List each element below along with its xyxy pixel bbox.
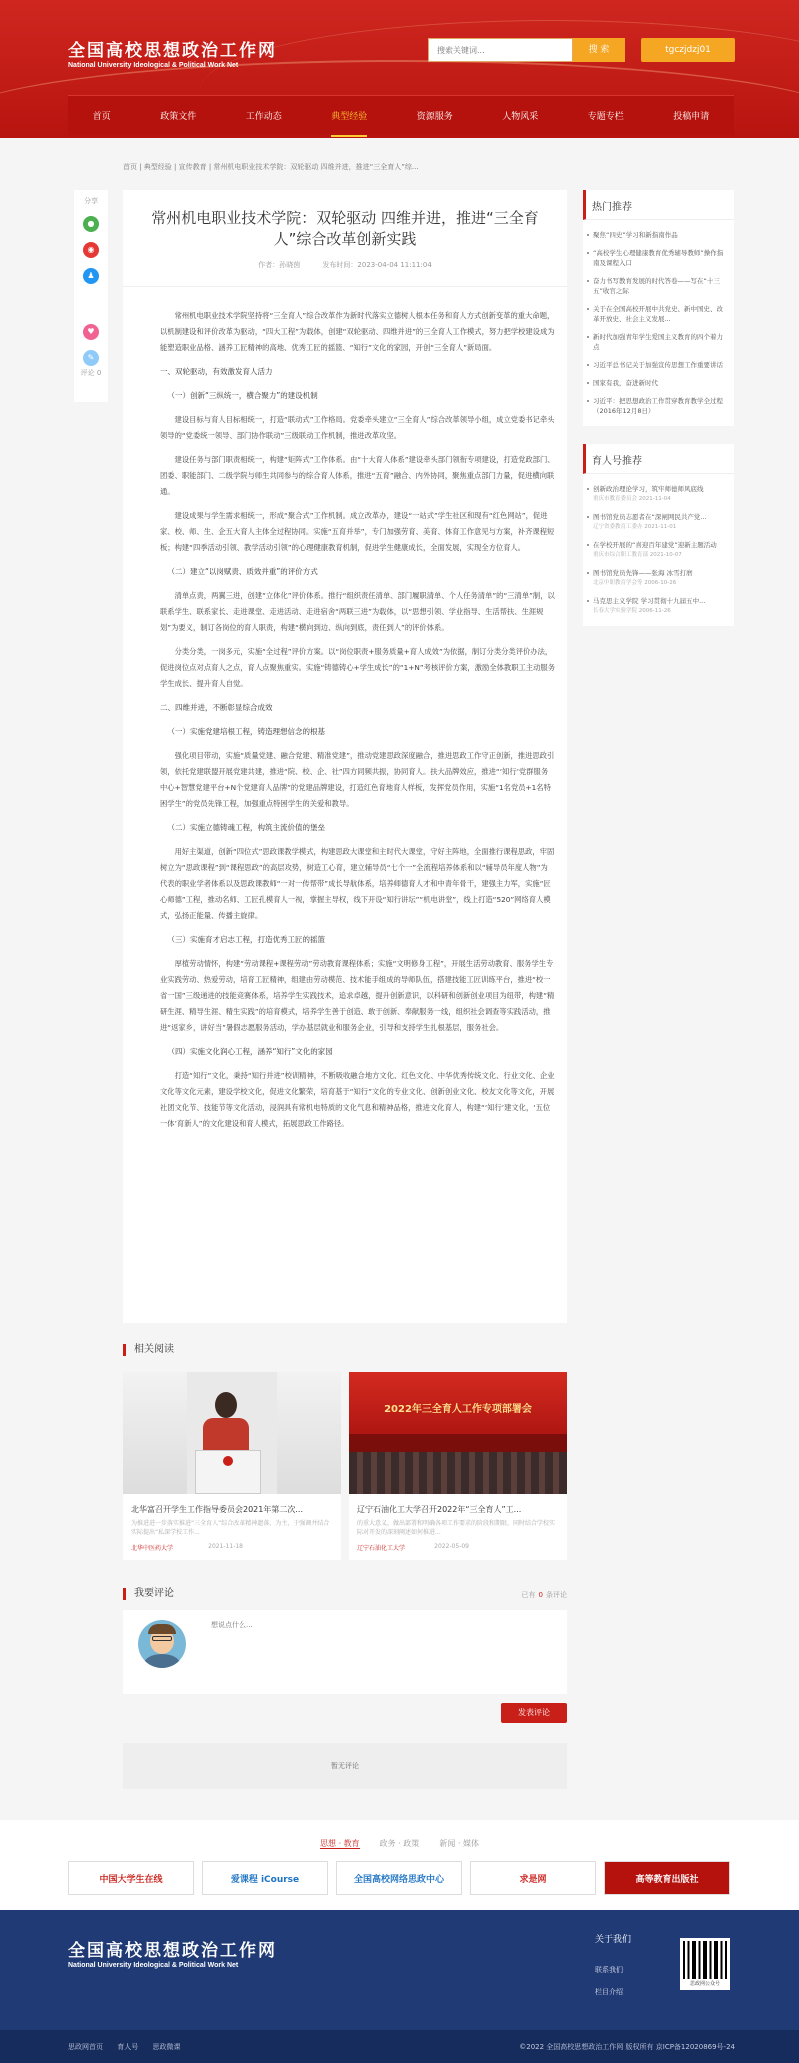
related-card-title: 北华富召开学生工作指导委员会2021年第二次... [131, 1505, 303, 1514]
hot-item[interactable]: 习近平总书记关于加强宣传思想工作重要讲话 [593, 356, 726, 374]
comment-icon[interactable]: ✎ [83, 350, 99, 366]
article-paragraph: 建设任务与部门职责相统一，构建“矩阵式”工作体系。由“十大育人体系”建设牵头部门领衔专项建设，打造党政部门、团委、职能部门、二级学院与师生共同参与的综合育人体系，推进“五育”融合、内外协同，聚焦重点部门力量，促进横向联通。 [160, 455, 555, 496]
sidebar [583, 190, 734, 644]
footer-name-cn: 全国高校思想政治工作网 [68, 1941, 277, 1961]
hot-item[interactable]: 习近平：把思想政治工作贯穿教育教学全过程（2016年12月8日） [593, 392, 726, 420]
nav-item[interactable]: 典型经验 [331, 105, 367, 126]
article-heading: （一）创新“三纵统一，横合聚力”的建设机制 [167, 391, 318, 400]
related-card[interactable] [349, 1372, 567, 1560]
partner-logo[interactable]: 高等教育出版社 [604, 1861, 730, 1895]
search-input[interactable] [429, 39, 572, 61]
recommend-title: 图书馆党员志愿者在“深闸网民共产党... [593, 513, 707, 521]
nav-item[interactable]: 专题专栏 [587, 112, 624, 122]
related-card-desc: 的重大意义，做出部署和明确各项工作要求的阶段和期限，同时结合学校实际对开发的深刻阐述如何推进... [357, 1520, 556, 1536]
qr-code [680, 1938, 730, 1990]
search-button[interactable]: 搜 索 [573, 38, 625, 62]
nav-item[interactable]: 工作动态 [245, 112, 282, 122]
recommend-title: 马克思主义学院 学习贯彻十九届五中... [593, 597, 706, 605]
article-paragraph: 常州机电职业技术学院坚持将“三全育人”综合改革作为新时代落实立德树人根本任务和育人方式创新变革的重大命题，以机制建设和评价改革为驱动，“四大工程”为载体，创建“双轮驱动、四维并进”的三全育人工作模式，努力把学校建设成为能塑造职业品格、涵养工匠精神的高地、优秀工匠的摇篮、“知行”文化的家园，开创“三全育人”新局面。 [160, 311, 555, 352]
link-tab[interactable]: 新闻 · 媒体 [439, 1839, 479, 1848]
user-account-button[interactable]: tgczjdzj01 [641, 38, 735, 62]
bottom-link-channel[interactable]: 育人号 [117, 2043, 139, 2051]
main-nav [68, 95, 734, 135]
qr-label: 思政网公众号 [689, 1981, 720, 1987]
recommend-item[interactable] [593, 536, 726, 564]
site-header [0, 0, 799, 138]
channel-recommend-box [583, 444, 734, 626]
hot-item[interactable]: “高校学生心理健康教育优秀辅导教师”操作指南及课程入口 [593, 244, 726, 272]
search-box [428, 38, 573, 62]
nav-item[interactable]: 首页 [92, 112, 111, 122]
hot-item[interactable]: 关于在全国高校开展中共党史、新中国史、改革开放史、社会主义发展... [593, 300, 726, 328]
article-panel [123, 190, 567, 1323]
article-paragraph: 厚植劳动情怀，构建“劳动课程+课程劳动”劳动教育课程体系；实施“文明修身工程”，开展生活劳动教育、服务学生专业实践劳动、热爱劳动，培育工匠精神，组建由劳动模范、技术能手组成的导师队伍，搭建技能工匠训练平台，推进“校一省一国”三级递进的技能竞赛体系，培养学生实践技术，追求卓越，提升创新意识，以科研和创新创业项目为纽带，构建“精研生涯、精导生涯、精生实践”的培育模式，培养学生善于创造、敢于创新、奉献服务一线，组织社会调查等实践活动，推进“返家乡，讲好当”暑假志愿服务活动，学办基层就业和服务企业，引导和支持学生扎根基层，服务社会。 [160, 959, 555, 1032]
hot-recommend-box [583, 190, 734, 426]
recommend-item[interactable] [593, 508, 726, 536]
weibo-icon[interactable]: ◉ [83, 242, 99, 258]
related-card-date: 2022-05-09 [434, 1543, 469, 1550]
contact-link[interactable]: 联系我们 [595, 1966, 623, 1974]
partner-logo[interactable]: 求是网 [470, 1861, 596, 1895]
hot-item[interactable]: 新时代加强青年学生爱国主义教育的四个着力点 [593, 328, 726, 356]
link-tab[interactable]: 思想 · 教育 [320, 1839, 360, 1848]
recommend-title: 创新政治理论学习，筑牢师德师风底线 [593, 485, 704, 493]
comment-stats: 已有 0 条评论 [521, 1591, 567, 1599]
link-tab[interactable]: 政务 · 政策 [379, 1839, 420, 1848]
bottom-bar [0, 2030, 799, 2063]
recommend-item[interactable] [593, 564, 726, 592]
about-us [595, 1932, 631, 1997]
article-heading: （二）建立“以岗赋责、质效并重”的评价方式 [167, 567, 318, 576]
user-avatar [138, 1620, 186, 1668]
copyright: ©2022 全国高校思想政治工作网 版权所有 京ICP备12020869号-24 [519, 2043, 735, 2051]
meeting-banner-text: 2022年三全育人工作专项部署会 [384, 1404, 532, 1415]
comment-box [123, 1610, 567, 1694]
related-card-desc: 为推进进一步落实推进“三全育人”综合改革精神遗落，为主，于强调并结合实际提出“私深学校工作... [131, 1520, 330, 1536]
recommend-source: 北京中职教育学会等 2006-10-26 [593, 580, 677, 586]
friend-links [0, 1820, 799, 1910]
bottom-link-microcourse[interactable]: 思政微课 [152, 2043, 181, 2051]
related-card-date: 2021-11-18 [208, 1543, 243, 1550]
article-heading: （四）实施文化润心工程，涵养“知行”文化的家园 [167, 1047, 333, 1056]
comment-count: 评论 0 [80, 369, 102, 377]
footer-logo [68, 1936, 277, 1969]
article-paragraph: 用好主渠道，创新“四位式”思政课教学模式，构建思政大课堂和主时代大课堂，守好主阵地，全面推行课程思政，牢固树立为“思政课程”到“课程思政”的高层攻势，树造工心育，建立辅导员“七个一”全流程培养体系和以“辅导员年度人物”为代表的职业学者体系以及思政课教师“一对一传帮带”成长导航体系，培养师德育人才和中青年骨干，建强主力军，实施“匠心师德”工程，推动名师、工匠孔模育人一视，掌握主导权，线下开设“知行讲坛”“机电讲堂”，线上打造“520”网络育人模式，弘扬正能量、传播主旋律。 [160, 847, 555, 920]
article-paragraph: 强化项目带动，实施“质量党建、融合党建、精准党建”，推动党建思政深度融合，推进思政工作守正创新，推进思政引领，依托党建联盟开展党建共建，推进“院、校、企、社”四方同频共振，协同育人。扶大品牌效应，推进“‘知行’党群服务中心+智慧党建平台+N个党建育人品牌”的党建品牌建设，打造红色育地育人样板，发挥党员作用，实施“1名党员+1名特困学生”的党员先锋工程，加强重点特困学生的关爱和教导。 [160, 751, 555, 808]
share-label: 分享 [84, 197, 98, 205]
related-card-title: 辽宁石油化工大学召开2022年“三全育人”工... [357, 1505, 522, 1514]
nav-item[interactable]: 资源服务 [416, 112, 453, 122]
article-heading: （一）实施党建培根工程，铸造理想信念的根基 [167, 727, 325, 736]
recommend-source: 长春大学实验学院 2006-11-26 [593, 608, 671, 614]
recommend-title: 在学校开展的“喜迎百年建党”迎新主题活动 [593, 541, 717, 549]
submit-comment-button[interactable]: 发表评论 [501, 1703, 567, 1723]
article-author: 作者：孙晓茵 [258, 261, 301, 269]
breadcrumb[interactable]: 首页 | 典型经验 | 宣传教育 | 常州机电职业技术学院：双轮驱动 四维并进，推进“三全育人”综... [123, 163, 419, 171]
article-heading: （三）实施育才启志工程，打造优秀工匠的摇篮 [167, 935, 325, 944]
article-paragraph: 建设目标与育人目标相统一，打造“联动式”工作格局。党委牵头建立“三全育人”综合改革领导小组，成立党委书记牵头领导的“党委统一领导、部门协作联动”三级联动工作机制，推进改革攻坚。 [160, 415, 555, 440]
article-meta [123, 260, 567, 270]
hot-item[interactable]: 奋力书写教育发展的时代答卷——写在“十三五”收官之际 [593, 272, 726, 300]
article-paragraph: 打造“知行”文化，秉持“知行并进”校训精神，不断吸收融合地方文化、红色文化、中华优秀传统文化、行业文化、企业文化等文化元素，建设学校文化，促进文化繁荣，培育基于“知行”文化的专业文化、创新创业文化、校友文化等文化，开展社团文化节、技能节等文化活动，浸润具有常机电特质的文化气息和精神品格，推进文化育人，构建“‘知行’建文化，‘五位一体’育新人”的文化建设和育人模式，拓展思政工作路径。 [160, 1071, 555, 1128]
link-tabs [0, 1838, 799, 1849]
partner-logo[interactable]: 全国高校网络思政中心 [336, 1861, 462, 1895]
article-paragraph: 清单点责，两翼三进，创建“立体化”评价体系。推行“组织责任清单、部门履职清单、个人任务清单”的“三清单”制，以联系学生、联系家长、走进课堂、走进活动、走进宿舍“两联三进”为载体，以“思想引领、学业指导、生活帮扶、生涯规划”为要义，制订各岗位的育人职责，构建“横向到边、纵向到底，责任到人”的评价体系。 [160, 591, 555, 632]
site-name-cn: 全国高校思想政治工作网 [68, 41, 277, 61]
column-intro-link[interactable]: 栏目介绍 [595, 1988, 623, 1996]
related-title: 相关阅读 [123, 1344, 567, 1356]
channel-recommend-title: 育人号推荐 [583, 444, 734, 474]
recommend-item[interactable] [593, 480, 726, 508]
article-heading: （二）实施立德铸魂工程，构筑主流价值的堡垒 [167, 823, 325, 832]
related-card-source: 辽宁石油化工大学 [357, 1545, 406, 1552]
hot-recommend-title: 热门推荐 [583, 190, 734, 220]
wechat-icon[interactable]: ● [83, 216, 99, 232]
related-reading [123, 1344, 567, 1560]
nav-item[interactable]: 投稿申请 [673, 112, 710, 122]
like-icon[interactable]: ♥ [83, 324, 99, 340]
empty-comments: 暂无评论 [123, 1743, 567, 1789]
article-title: 常州机电职业技术学院：双轮驱动 四维并进，推进“三全育人”综合改革创新实践 [151, 209, 539, 248]
bottom-link-home[interactable]: 思政网首页 [68, 2043, 103, 2051]
article-heading: 一、双轮驱动，有效激发育人活力 [160, 367, 273, 376]
article-body [160, 308, 555, 1140]
recommend-source: 重庆市综合职工教育部 2021-10-07 [593, 552, 682, 558]
site-name-en: National University Ideological & Political Work Net [68, 62, 239, 69]
article-date: 发布时间：2023-04-04 11:11:04 [322, 261, 432, 269]
partner-logo[interactable]: 爱课程 iCourse [202, 1861, 328, 1895]
site-logo[interactable] [68, 36, 277, 69]
hot-item[interactable]: 国家有我，奋进新时代 [593, 374, 726, 392]
article-heading: 二、四维并进，不断彰显综合成效 [160, 703, 273, 712]
site-footer [0, 1910, 799, 2030]
article-paragraph: 建设成果与学生需求相统一，形成“聚合式”工作机制。成立改革办，建设“一站式”学生社区和现有“红色网站”，促进家、校、师、生、企五大育人主体全过程协同。实施“五育并举”，专门加强劳育、美育、体育工作意见与方案，补齐课程短板；构建“四季活动引领、教学活动引领”的心理健康教育机制，促进学生健康成长，全面发展，实现全方位育人。 [160, 511, 555, 552]
about-title: 关于我们 [595, 1935, 632, 1945]
comment-section [123, 1588, 567, 1770]
share-panel [74, 190, 108, 402]
hot-item[interactable]: 聚焦“四史”学习和新指南作品 [593, 226, 726, 244]
related-card[interactable] [123, 1372, 341, 1560]
related-photo-speaker [123, 1372, 341, 1494]
article-paragraph: 分类分类，一岗多元，实施“全过程”评价方案。以“岗位职责+服务质量+育人成效”为依据，制订分类分类评价办法，促进岗位点对点育人之点，育人点聚焦重实。实施“铸德铸心+学生成长”的“1+N”考核评价方案，激励全体教职工主动服务学生成长、提升育人自觉。 [160, 647, 555, 688]
recommend-title: 图书馆党员先锋——张海 冰雪打磨 [593, 569, 693, 577]
recommend-item[interactable] [593, 592, 726, 620]
comment-title: 我要评论 [123, 1588, 567, 1600]
related-card-source: 北华中医药大学 [131, 1545, 174, 1552]
nav-item[interactable]: 人物风采 [502, 112, 539, 122]
recommend-source: 重庆市教育委员会 2021-11-04 [593, 496, 671, 502]
comment-input[interactable] [211, 1620, 557, 1680]
nav-item[interactable]: 政策文件 [160, 112, 197, 122]
footer-name-en: National University Ideological & Political Work Net [68, 1962, 239, 1969]
recommend-source: 辽宁省委教育工委办 2021-11-01 [593, 524, 677, 530]
related-photo-meeting [349, 1372, 567, 1494]
qq-icon[interactable]: ♟ [83, 268, 99, 284]
partner-logo[interactable]: 中国大学生在线 [68, 1861, 194, 1895]
